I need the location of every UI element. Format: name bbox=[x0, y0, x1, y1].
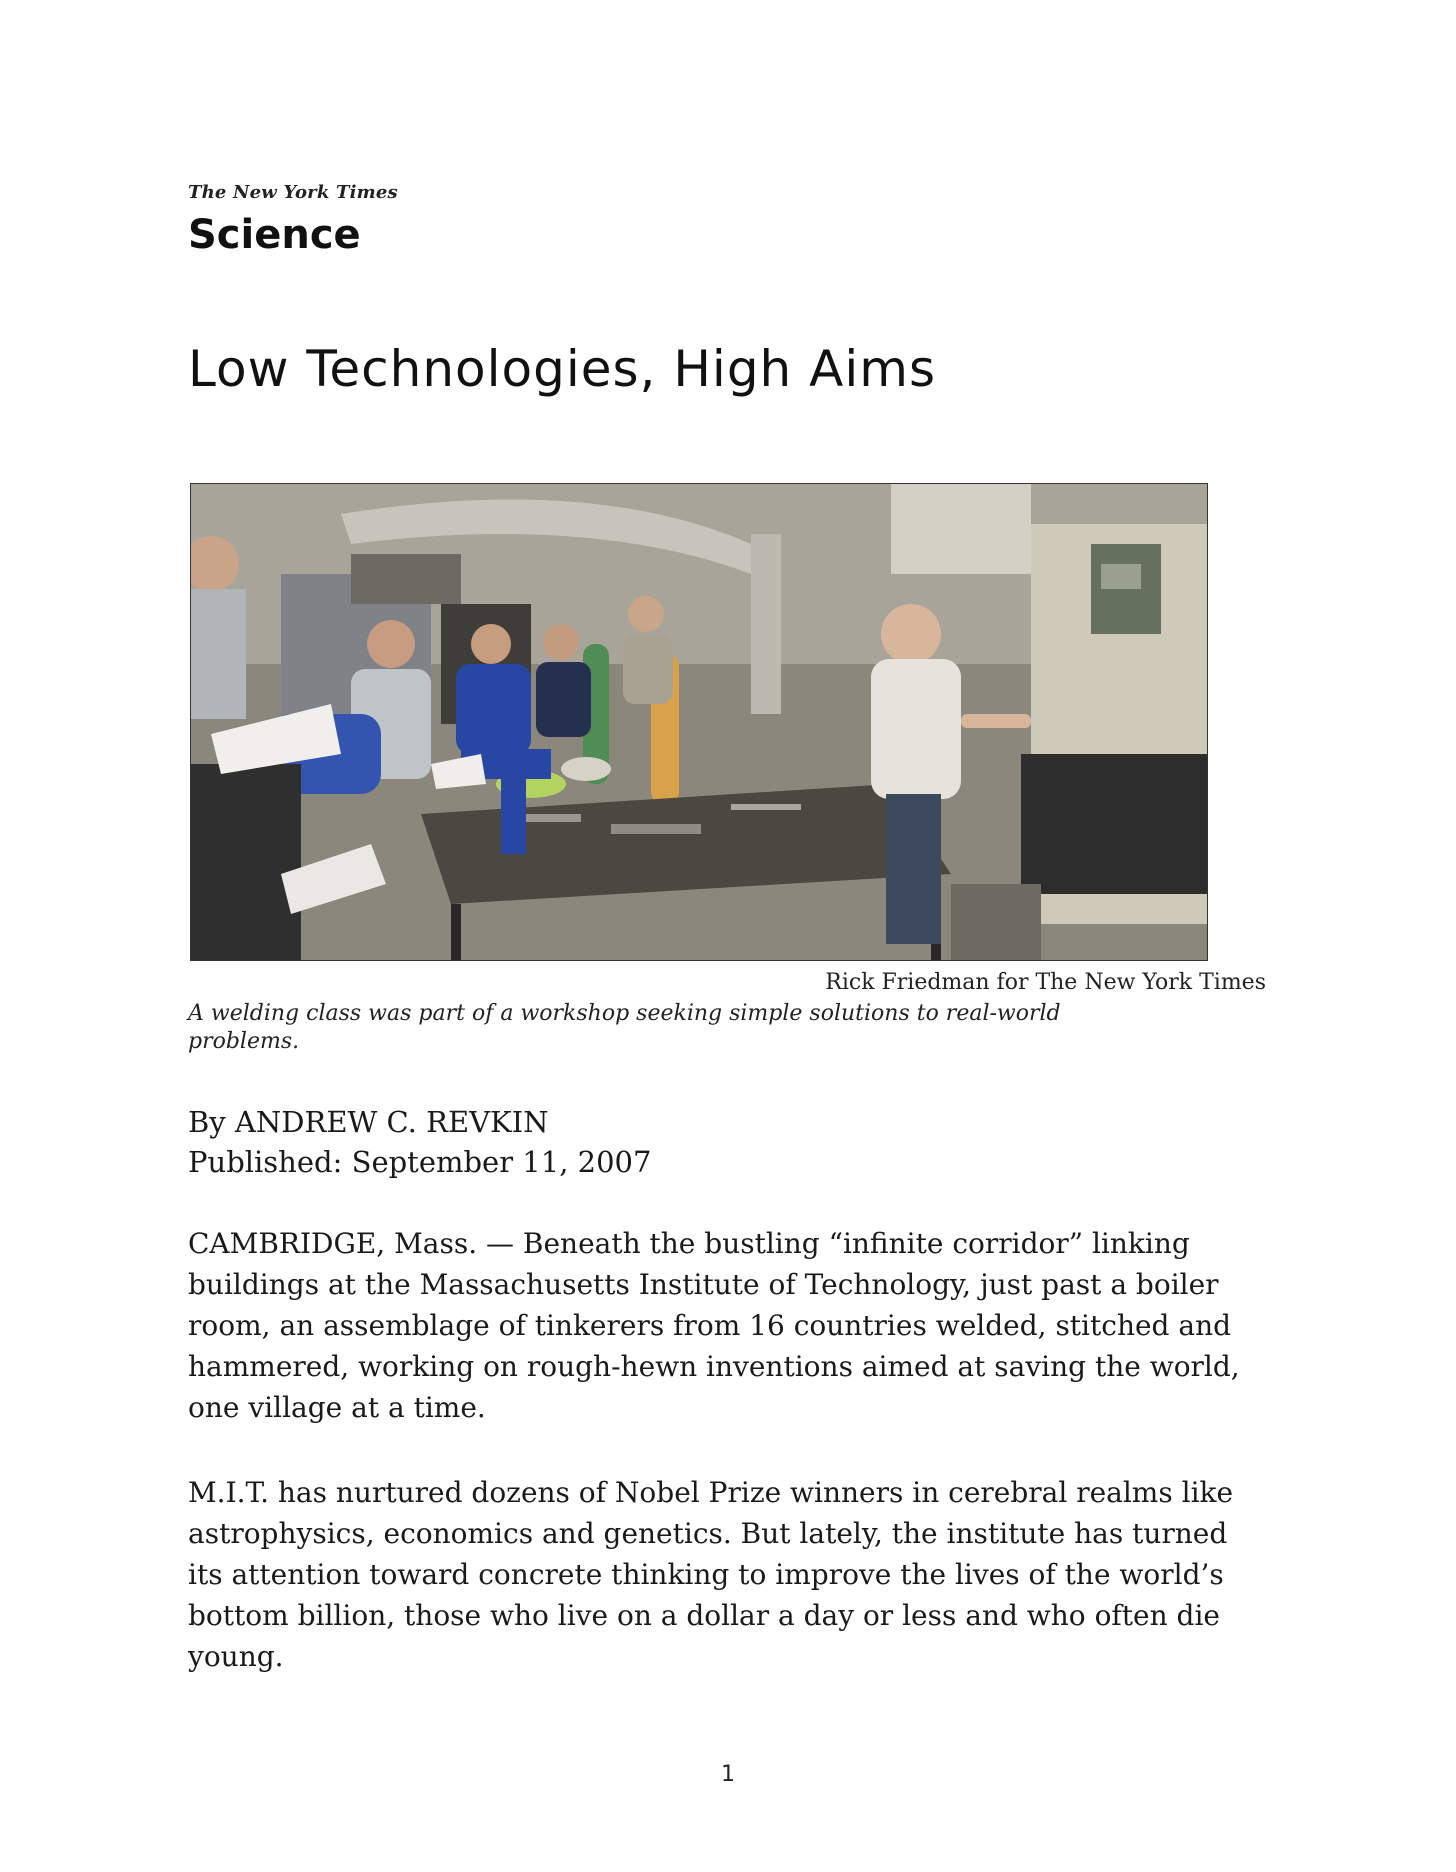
article-paragraph: M.I.T. has nurtured dozens of Nobel Prize winners in cerebral realms like astrophysics, economics and genetics. But lately, the institute has turned its attention toward concrete thinking to improve the lives of the world’s bottom billion, those who live on a dollar a day or less and who often die young. bbox=[188, 1476, 1234, 1673]
workshop-photo-illustration bbox=[191, 484, 1207, 960]
article-headline: Low Technologies, High Aims bbox=[188, 340, 936, 398]
article-photo bbox=[190, 483, 1208, 961]
byline: By ANDREW C. REVKIN bbox=[188, 1105, 549, 1139]
article-paragraph: CAMBRIDGE, Mass. — Beneath the bustling “infinite corridor” linking buildings at the Massachusetts Institute of Technology, just past a boiler room, an assemblage of tinkerers from 16 countries welded, stitched and hammered, working on rough-hewn inventions aimed at saving the world, one village at a time. bbox=[188, 1227, 1240, 1424]
photo-caption: A welding class was part of a workshop seeking simple solutions to real-world problems. bbox=[188, 1001, 1061, 1054]
publish-date: Published: September 11, 2007 bbox=[188, 1145, 652, 1179]
photo-credit: Rick Friedman for The New York Times bbox=[825, 970, 1266, 995]
masthead-logo: The New York Times bbox=[188, 182, 398, 203]
section-title: Science bbox=[188, 212, 361, 258]
page-number: 1 bbox=[721, 1762, 735, 1787]
